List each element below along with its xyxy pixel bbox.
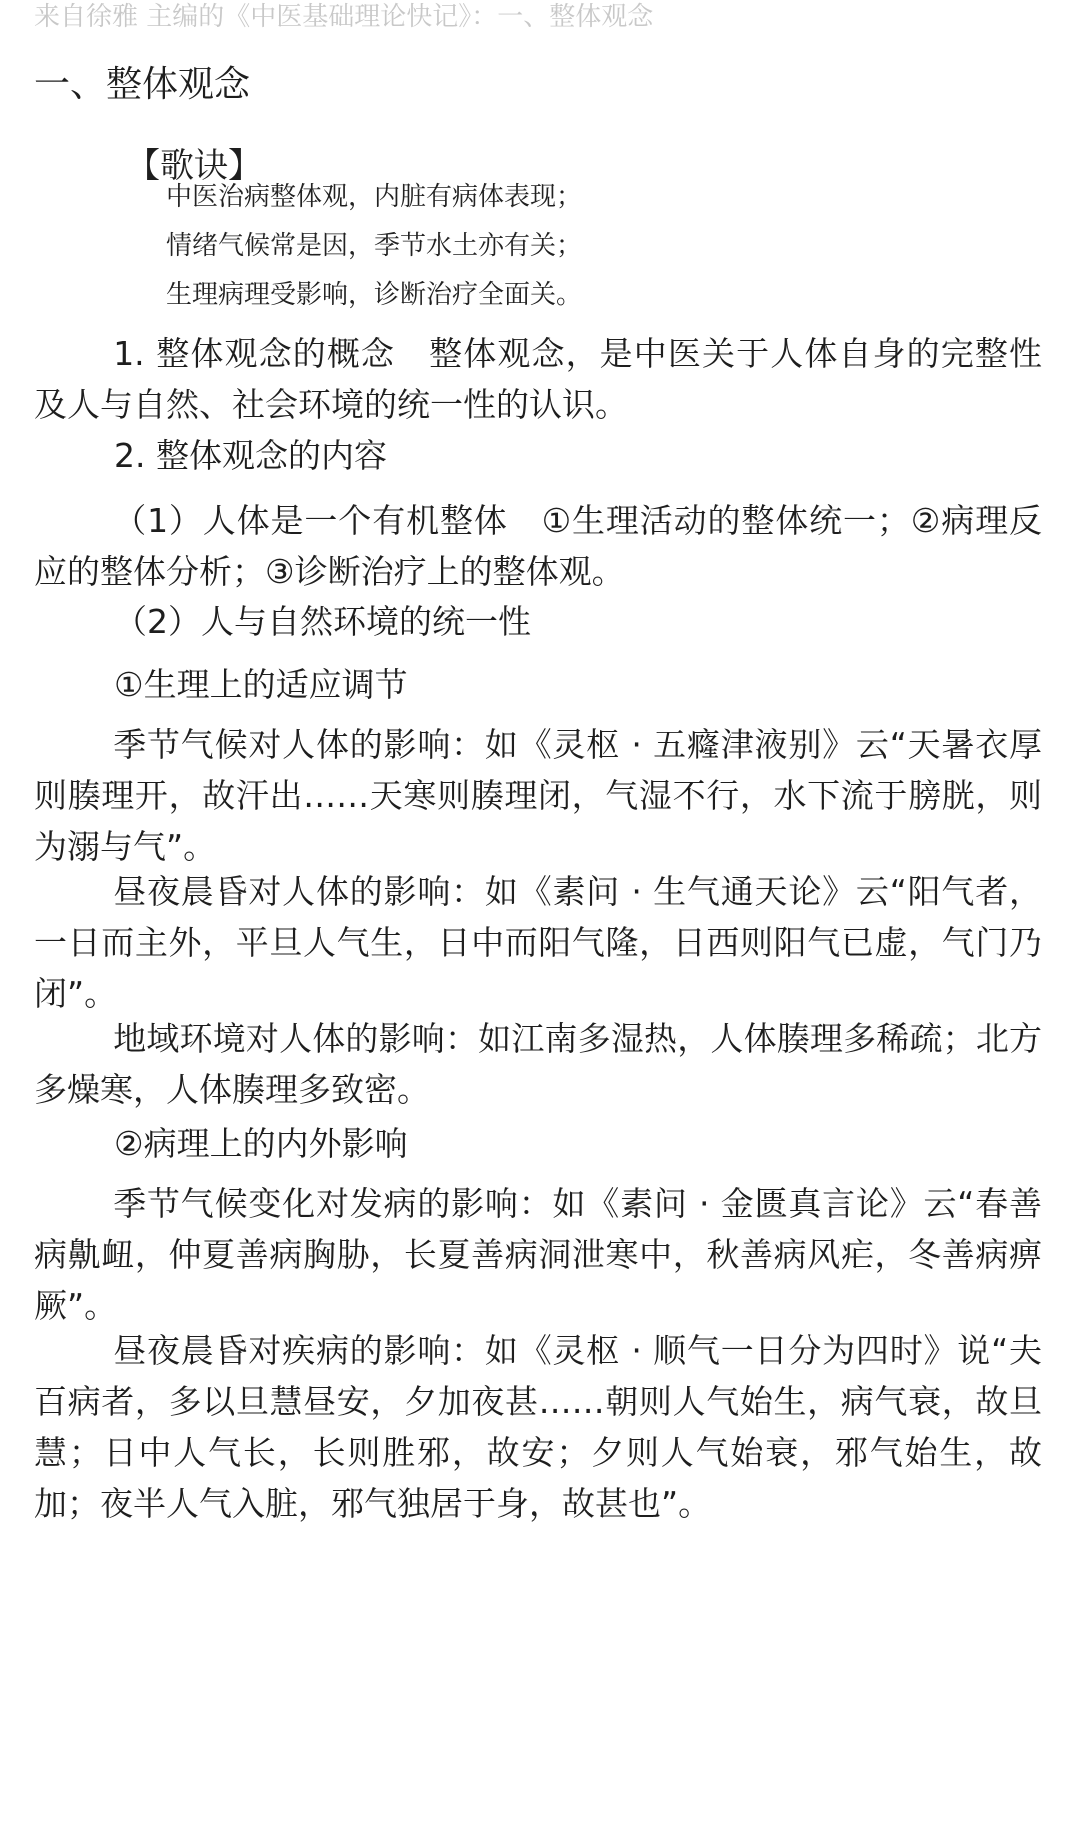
verse-title: 【歌诀】 — [126, 146, 262, 186]
paragraph-season-disease: 季节气候变化对发病的影响：如《素问 · 金匮真言论》云“春善病鼽衄，仲夏善病胸胁，长夏善病洞泄寒中，秋善病风疟，冬善病痹厥”。 — [34, 1184, 1042, 1325]
verse-line: 情绪气候常是因，季节水土亦有关； — [166, 231, 583, 261]
heading-pathological-influence: ②病理上的内外影响 — [114, 1124, 408, 1163]
verse-line: 生理病理受影响，诊断治疗全面关。 — [166, 280, 583, 310]
section-title: 一、整体观念 — [34, 64, 251, 105]
paragraph-concept: 1. 整体观念的概念 整体观念，是中医关于人体自身的完整性及人与自然、社会环境的统一性的认识。 — [34, 334, 1042, 424]
heading-content: 2. 整体观念的内容 — [114, 436, 387, 475]
paragraph-season-climate: 季节气候对人体的影响：如《灵枢 · 五癃津液别》云“天暑衣厚则腠理开，故汗出……天寒则腠理闭，气湿不行，水下流于膀胱，则为溺与气”。 — [34, 725, 1042, 866]
verse-line: 中医治病整体观，内脏有病体表现； — [166, 182, 583, 212]
heading-physiological-adaptation: ①生理上的适应调节 — [114, 665, 408, 704]
paragraph-day-night-disease: 昼夜晨昏对疾病的影响：如《灵枢 · 顺气一日分为四时》说“夫百病者，多以旦慧昼安，夕加夜甚……朝则人气始生，病气衰，故旦慧；日中人气长，长则胜邪，故安；夕则人气始衰，邪气始生，故加；夜半人气入脏，邪气独居于身，故甚也”。 — [34, 1331, 1042, 1523]
paragraph-region: 地域环境对人体的影响：如江南多湿热，人体腠理多稀疏；北方多燥寒，人体腠理多致密。 — [34, 1019, 1042, 1109]
paragraph-organic-whole: （1）人体是一个有机整体 ①生理活动的整体统一；②病理反应的整体分析；③诊断治疗上的整体观。 — [34, 501, 1042, 591]
heading-nature-unity: （2）人与自然环境的统一性 — [114, 602, 531, 641]
paragraph-day-night: 昼夜晨昏对人体的影响：如《素问 · 生气通天论》云“阳气者，一日而主外，平旦人气生，日中而阳气隆，日西则阳气已虚，气门乃闭”。 — [34, 872, 1042, 1013]
source-header: 来自徐雅 主编的《中医基础理论快记》：一、整体观念 — [34, 2, 654, 32]
